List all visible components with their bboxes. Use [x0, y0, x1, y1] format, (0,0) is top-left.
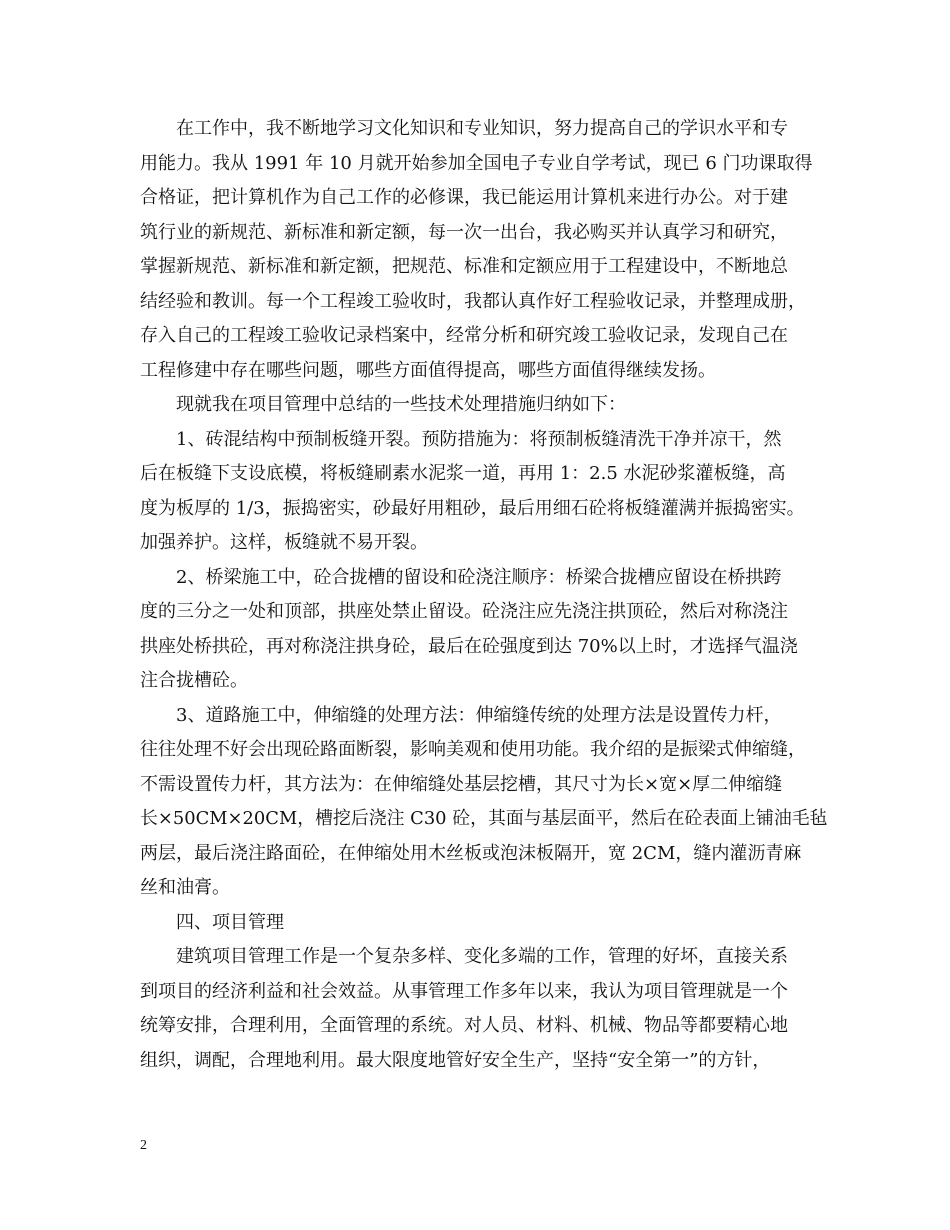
document-body — [140, 112, 828, 1078]
text-line: 度的三分之一处和顶部，拱座处禁止留设。砼浇注应先浇注拱顶砼，然后对称浇注 — [140, 601, 788, 622]
text-line: 现就我在项目管理中总结的一些技术处理措施归纳如下： — [176, 394, 626, 415]
text-line: 组织，调配，合理地利用。最大限度地管好安全生产，坚持“安全第一”的方针， — [140, 1049, 771, 1071]
text-line: 到项目的经济利益和社会效益。从事管理工作多年以来，我认为项目管理就是一个 — [140, 980, 788, 1002]
text-line: 长×50CM×20CM，槽挖后浇注 C30 砼，其面与基层面平，然后在砼表面上铺油毛毡 — [140, 808, 828, 829]
text-line: 注合拢槽砼。 — [140, 670, 248, 691]
text-line: 掌握新规范、新标准和新定额，把规范、标准和定额应用于工程建设中，不断地总 — [140, 256, 788, 277]
text-line: 在工作中，我不断地学习文化知识和专业知识，努力提高自己的学识水平和专 — [176, 118, 788, 139]
text-line: 加强养护。这样，板缝就不易开裂。 — [140, 532, 428, 553]
section-heading: 四、项目管理 — [176, 911, 284, 933]
text-line: 统筹安排，合理利用，全面管理的系统。对人员、材料、机械、物品等都要精心地 — [140, 1015, 788, 1036]
text-line: 筑行业的新规范、新标准和新定额，每一次一出台，我必购买并认真学习和研究， — [140, 221, 788, 243]
page-number: 2 — [140, 1138, 147, 1153]
text-line: 用能力。我从 1991 年 10 月就开始参加全国电子专业自学考试，现已 6 门功课取得 — [140, 152, 813, 174]
text-line: 存入自己的工程竣工验收记录档案中，经常分析和研究竣工验收记录，发现自己在 — [140, 325, 788, 346]
text-line: 度为板厚的 1/3，振捣密实，砂最好用粗砂，最后用细石砼将板缝灌满并振捣密实。 — [140, 497, 805, 519]
text-line: 2、桥梁施工中，砼合拢槽的留设和砼浇注顺序：桥梁合拢槽应留设在桥拱跨 — [176, 566, 782, 588]
text-line: 建筑项目管理工作是一个复杂多样、变化多端的工作，管理的好坏，直接关系 — [176, 946, 788, 967]
text-line: 两层，最后浇注路面砼，在伸缩处用木丝板或泡沫板隔开，宽 2CM，缝内灌沥青麻 — [140, 842, 802, 864]
text-line: 不需设置传力杆，其方法为：在伸缩缝处基层挖槽，其尺寸为长×宽×厚二伸缩缝 — [140, 773, 783, 795]
text-line: 工程修建中存在哪些问题，哪些方面值得提高，哪些方面值得继续发扬。 — [140, 359, 716, 381]
text-line: 结经验和教训。每一个工程竣工验收时，我都认真作好工程验收记录，并整理成册， — [140, 290, 806, 312]
text-line: 后在板缝下支设底模，将板缝刷素水泥浆一道，再用 1：2.5 水泥砂浆灌板缝，高 — [140, 463, 786, 484]
text-line: 合格证，把计算机作为自己工作的必修课，我已能运用计算机来进行办公。对于建 — [140, 187, 788, 208]
text-line: 3、道路施工中，伸缩缝的处理方法：伸缩缝传统的处理方法是设置传力杆， — [176, 704, 782, 726]
text-line: 拱座处桥拱砼，再对称浇注拱身砼，最后在砼强度到达 70%以上时，才选择气温浇 — [140, 635, 798, 657]
text-line: 往往处理不好会出现砼路面断裂，影响美观和使用功能。我介绍的是振梁式伸缩缝， — [140, 739, 806, 760]
text-line: 丝和油膏。 — [140, 877, 230, 898]
text-line: 1、砖混结构中预制板缝开裂。预防措施为：将预制板缝清洗干净并凉干，然 — [176, 428, 782, 450]
